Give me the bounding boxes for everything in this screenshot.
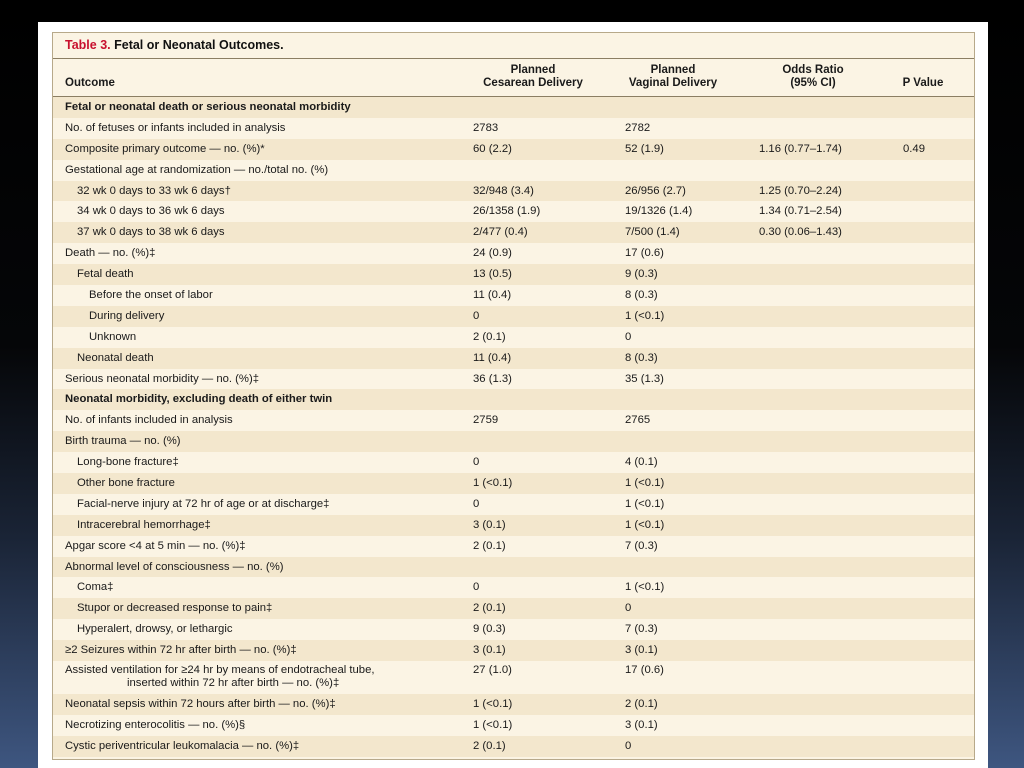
table-row bbox=[53, 181, 974, 202]
cesarean-value: 13 (0.5) bbox=[473, 268, 512, 281]
vaginal-value: 7 (0.3) bbox=[625, 539, 658, 552]
table-row bbox=[53, 515, 974, 536]
outcome-label: Stupor or decreased response to pain‡ bbox=[77, 602, 273, 615]
vaginal-value: 9 (0.3) bbox=[625, 268, 658, 281]
vaginal-value: 3 (0.1) bbox=[625, 644, 658, 657]
cesarean-value: 1 (<0.1) bbox=[473, 698, 513, 711]
outcome-label: Birth trauma — no. (%) bbox=[65, 435, 181, 448]
vaginal-value: 1 (<0.1) bbox=[625, 309, 665, 322]
cesarean-value: 0 bbox=[473, 456, 480, 469]
table-row bbox=[53, 736, 974, 757]
vaginal-value: 0 bbox=[625, 602, 632, 615]
outcome-label: 32 wk 0 days to 33 wk 6 days† bbox=[77, 184, 231, 197]
table-header-row bbox=[53, 59, 974, 97]
cesarean-value: 11 (0.4) bbox=[473, 351, 512, 364]
cesarean-value: 2 (0.1) bbox=[473, 739, 506, 752]
cesarean-value: 2783 bbox=[473, 121, 499, 134]
vaginal-value: 1 (<0.1) bbox=[625, 477, 665, 490]
outcome-label: 34 wk 0 days to 36 wk 6 days bbox=[77, 205, 225, 218]
outcome-label: 37 wk 0 days to 38 wk 6 days bbox=[77, 226, 225, 239]
cesarean-value: 1 (<0.1) bbox=[473, 718, 513, 731]
outcomes-table bbox=[52, 32, 975, 760]
outcome-label: Apgar score <4 at 5 min — no. (%)‡ bbox=[65, 539, 246, 552]
vaginal-value: 4 (0.1) bbox=[625, 456, 658, 469]
outcome-label: Unknown bbox=[89, 330, 137, 343]
cesarean-value: 36 (1.3) bbox=[473, 372, 512, 385]
vaginal-value: 17 (0.6) bbox=[625, 247, 664, 260]
odds-ratio-value: 1.16 (0.77–1.74) bbox=[759, 142, 842, 155]
header-cesarean bbox=[463, 64, 603, 90]
outcome-label: Fetal death bbox=[77, 268, 134, 281]
header-cesarean-line1: Planned bbox=[510, 64, 556, 76]
table-row bbox=[53, 598, 974, 619]
table-row bbox=[53, 222, 974, 243]
cesarean-value: 27 (1.0) bbox=[473, 664, 512, 677]
table-row bbox=[53, 243, 974, 264]
outcome-label: No. of fetuses or infants included in analysis bbox=[65, 121, 286, 134]
vaginal-value: 3 (0.1) bbox=[625, 718, 658, 731]
table-row bbox=[53, 160, 974, 181]
outcome-label-line2: inserted within 72 hr after birth — no. (%)‡ bbox=[127, 677, 340, 690]
vaginal-value: 1 (<0.1) bbox=[625, 581, 665, 594]
cesarean-value: 2/477 (0.4) bbox=[473, 226, 528, 239]
cesarean-value: 0 bbox=[473, 581, 480, 594]
outcome-label: Gestational age at randomization — no./total no. (%) bbox=[65, 163, 329, 176]
table-row bbox=[53, 640, 974, 661]
vaginal-value: 2 (0.1) bbox=[625, 698, 658, 711]
table-row bbox=[53, 536, 974, 557]
cesarean-value: 24 (0.9) bbox=[473, 247, 512, 260]
cesarean-value: 3 (0.1) bbox=[473, 518, 506, 531]
header-vaginal-line1: Planned bbox=[650, 64, 696, 76]
table-row bbox=[53, 118, 974, 139]
table-row bbox=[53, 473, 974, 494]
vaginal-value: 1 (<0.1) bbox=[625, 497, 665, 510]
table-row bbox=[53, 452, 974, 473]
vaginal-value: 35 (1.3) bbox=[625, 372, 664, 385]
table-row bbox=[53, 201, 974, 222]
header-vaginal bbox=[608, 64, 738, 90]
table-row bbox=[53, 557, 974, 578]
p-value: 0.49 bbox=[903, 142, 925, 155]
vaginal-value: 7/500 (1.4) bbox=[625, 226, 680, 239]
vaginal-value: 0 bbox=[625, 330, 632, 343]
cesarean-value: 32/948 (3.4) bbox=[473, 184, 534, 197]
table-row bbox=[53, 327, 974, 348]
table-row bbox=[53, 494, 974, 515]
table-row bbox=[53, 619, 974, 640]
cesarean-value: 3 (0.1) bbox=[473, 644, 506, 657]
cesarean-value: 11 (0.4) bbox=[473, 289, 512, 302]
section-header-row bbox=[53, 97, 974, 118]
table-row bbox=[53, 661, 974, 694]
table-row bbox=[53, 264, 974, 285]
table-row bbox=[53, 694, 974, 715]
outcome-label: Composite primary outcome — no. (%)* bbox=[65, 142, 265, 155]
cesarean-value: 1 (<0.1) bbox=[473, 477, 513, 490]
cesarean-value: 2759 bbox=[473, 414, 499, 427]
odds-ratio-value: 1.34 (0.71–2.54) bbox=[759, 205, 842, 218]
table-label: Table 3. bbox=[65, 38, 111, 52]
table-row bbox=[53, 577, 974, 598]
cesarean-value: 2 (0.1) bbox=[473, 330, 506, 343]
cesarean-value: 2 (0.1) bbox=[473, 602, 506, 615]
outcome-label: During delivery bbox=[89, 309, 165, 322]
outcome-label: Serious neonatal morbidity — no. (%)‡ bbox=[65, 372, 260, 385]
header-outcome: Outcome bbox=[65, 77, 115, 89]
header-odds-line1: Odds Ratio bbox=[782, 64, 844, 76]
vaginal-value: 17 (0.6) bbox=[625, 664, 664, 677]
outcome-label: Coma‡ bbox=[77, 581, 114, 594]
cesarean-value: 0 bbox=[473, 497, 480, 510]
table-row bbox=[53, 410, 974, 431]
outcome-label: No. of infants included in analysis bbox=[65, 414, 233, 427]
outcome-label: Facial-nerve injury at 72 hr of age or at discharge‡ bbox=[77, 497, 330, 510]
cesarean-value: 60 (2.2) bbox=[473, 142, 512, 155]
table-row bbox=[53, 348, 974, 369]
header-odds-line2: (95% CI) bbox=[790, 77, 836, 89]
table-row bbox=[53, 285, 974, 306]
table-body bbox=[53, 97, 974, 757]
table-title-bar bbox=[53, 33, 974, 59]
outcome-label: Before the onset of labor bbox=[89, 289, 213, 302]
vaginal-value: 26/956 (2.7) bbox=[625, 184, 686, 197]
vaginal-value: 1 (<0.1) bbox=[625, 518, 665, 531]
outcome-label: Neonatal morbidity, excluding death of either twin bbox=[65, 393, 333, 406]
outcome-label: Fetal or neonatal death or serious neonatal morbidity bbox=[65, 101, 351, 113]
outcome-label: Cystic periventricular leukomalacia — no. (%)‡ bbox=[65, 739, 300, 752]
outcome-label: Necrotizing enterocolitis — no. (%)§ bbox=[65, 718, 246, 731]
outcome-label bbox=[65, 664, 465, 690]
slide-frame bbox=[38, 22, 988, 768]
outcome-label: Hyperalert, drowsy, or lethargic bbox=[77, 623, 233, 636]
vaginal-value: 2765 bbox=[625, 414, 651, 427]
outcome-label: Neonatal sepsis within 72 hours after birth — no. (%)‡ bbox=[65, 698, 336, 711]
vaginal-value: 19/1326 (1.4) bbox=[625, 205, 693, 218]
table-row bbox=[53, 715, 974, 736]
cesarean-value: 9 (0.3) bbox=[473, 623, 506, 636]
header-cesarean-line2: Cesarean Delivery bbox=[483, 77, 583, 89]
cesarean-value: 0 bbox=[473, 309, 480, 322]
table-row bbox=[53, 431, 974, 452]
vaginal-value: 7 (0.3) bbox=[625, 623, 658, 636]
odds-ratio-value: 1.25 (0.70–2.24) bbox=[759, 184, 842, 197]
outcome-label: Intracerebral hemorrhage‡ bbox=[77, 518, 211, 531]
header-vaginal-line2: Vaginal Delivery bbox=[628, 77, 718, 89]
outcome-label: Long-bone fracture‡ bbox=[77, 456, 179, 469]
cesarean-value: 2 (0.1) bbox=[473, 539, 506, 552]
table-title: Fetal or Neonatal Outcomes. bbox=[114, 38, 284, 52]
section-header-row bbox=[53, 389, 974, 410]
vaginal-value: 2782 bbox=[625, 121, 651, 134]
outcome-label: Abnormal level of consciousness — no. (%) bbox=[65, 560, 284, 573]
cesarean-value: 26/1358 (1.9) bbox=[473, 205, 541, 218]
table-row bbox=[53, 306, 974, 327]
table-row bbox=[53, 369, 974, 390]
outcome-label: Neonatal death bbox=[77, 351, 154, 364]
vaginal-value: 52 (1.9) bbox=[625, 142, 664, 155]
outcome-label: Other bone fracture bbox=[77, 477, 175, 490]
vaginal-value: 0 bbox=[625, 739, 632, 752]
header-odds-ratio bbox=[753, 64, 873, 90]
outcome-label-line1: Assisted ventilation for ≥24 hr by means of endotracheal tube, bbox=[65, 664, 375, 677]
vaginal-value: 8 (0.3) bbox=[625, 351, 658, 364]
outcome-label: ≥2 Seizures within 72 hr after birth — no. (%)‡ bbox=[65, 644, 297, 657]
outcome-label: Death — no. (%)‡ bbox=[65, 247, 156, 260]
odds-ratio-value: 0.30 (0.06–1.43) bbox=[759, 226, 842, 239]
table-row bbox=[53, 139, 974, 160]
vaginal-value: 8 (0.3) bbox=[625, 289, 658, 302]
header-p-value: P Value bbox=[902, 77, 944, 89]
